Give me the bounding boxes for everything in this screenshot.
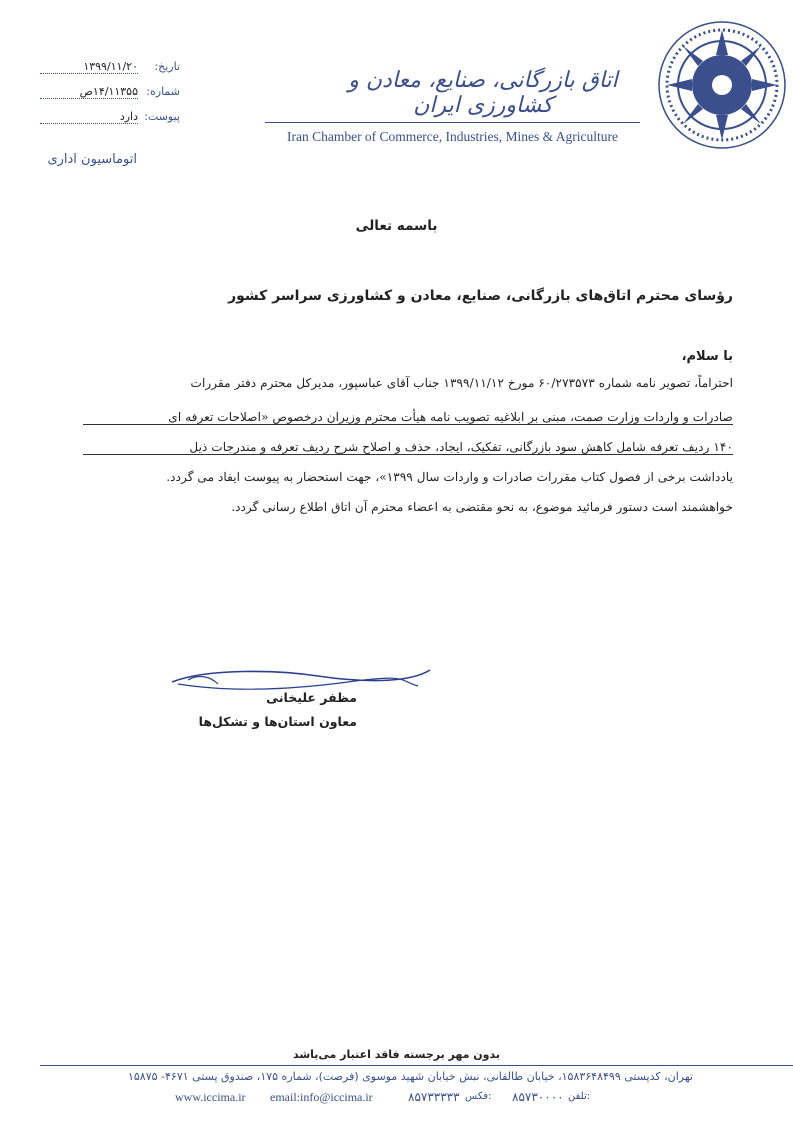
- footer-address: تهران، کدپستی ۱۵۸۳۶۴۸۴۹۹، خیابان طالقانی، نبش خیابان شهید موسوی (فرصت)، شماره ۱۷۵، صندوق پستی ۴۶۷۱- ۱۵۸۷۵: [127, 1070, 693, 1083]
- body-line-4: یادداشت برخی از فصول کتاب مقررات صادرات و واردات سال ۱۳۹۹»، جهت استحضار به پیوست ایفاد می گردد.: [166, 470, 733, 484]
- number-value: ۱۴/۱۱۳۵۵ص: [40, 85, 138, 99]
- fax-label: فکس:: [465, 1091, 492, 1102]
- email-link[interactable]: email:info@iccima.ir: [270, 1090, 373, 1104]
- signer-title: معاون استان‌ها و تشکل‌ها: [198, 714, 357, 729]
- number-label: شماره:: [146, 85, 180, 98]
- date-value: ۱۳۹۹/۱۱/۲۰: [40, 60, 138, 74]
- tel-number: ۸۵۷۳۰۰۰۰: [512, 1090, 564, 1104]
- greeting: با سلام،: [681, 349, 733, 364]
- fax-number: ۸۵۷۳۳۳۳۳: [408, 1090, 460, 1104]
- website-link[interactable]: www.iccima.ir: [175, 1090, 246, 1104]
- department-name: اتوماسیون اداری: [47, 152, 137, 167]
- salutation: باسمه تعالی: [355, 218, 438, 234]
- attachment-value: دارد: [40, 110, 138, 124]
- footer-divider: [40, 1065, 793, 1066]
- number-field: [40, 85, 180, 101]
- stamp-note: بدون مهر برجسته فاقد اعتبار می‌باشد: [292, 1048, 501, 1061]
- org-name-english: Iran Chamber of Commerce, Industries, Mines & Agriculture: [286, 129, 619, 144]
- body-line-5: خواهشمند است دستور فرمائید موضوع، به نحو مقتضی به اعضاء محترم آن اتاق اطلاع رسانی گردد.: [231, 500, 733, 514]
- date-label: تاریخ:: [154, 60, 180, 73]
- body-line-3: ۱۴۰ ردیف تعرفه شامل کاهش سود بازرگانی، تفکیک، ایجاد، حذف و اصلاح شرح ردیف تعرفه و مندرجات ذیل: [83, 440, 733, 455]
- recipient: رؤسای محترم اتاق‌های بازرگانی، صنایع، معادن و کشاورزی سراسر کشور: [228, 288, 733, 304]
- body-line-1: احتراماً، تصویر نامه شماره ۶۰/۲۷۳۵۷۳ مورخ ۱۳۹۹/۱۱/۱۲ جناب آقای عباسپور، مدیرکل محترم دفتر مقررات: [190, 376, 733, 390]
- signer-name: مظفر علیخانی: [266, 690, 357, 705]
- footer-contacts: [175, 1090, 595, 1106]
- org-name-persian: اتاق بازرگانی، صنایع، معادن و کشاورزی ایران: [348, 68, 618, 118]
- tel-label: تلفن:: [568, 1091, 591, 1102]
- attachment-field: [40, 110, 180, 126]
- chamber-logo-icon: [655, 18, 790, 153]
- date-field: [40, 60, 180, 76]
- body-line-2: صادرات و واردات وزارت صمت، مبنی بر ابلاغیه تصویب نامه هیأت محترم وزیران درخصوص «اصلاحات تعرفه ای: [83, 410, 733, 425]
- attachment-label: پیوست:: [144, 110, 180, 123]
- header-divider: [265, 122, 640, 123]
